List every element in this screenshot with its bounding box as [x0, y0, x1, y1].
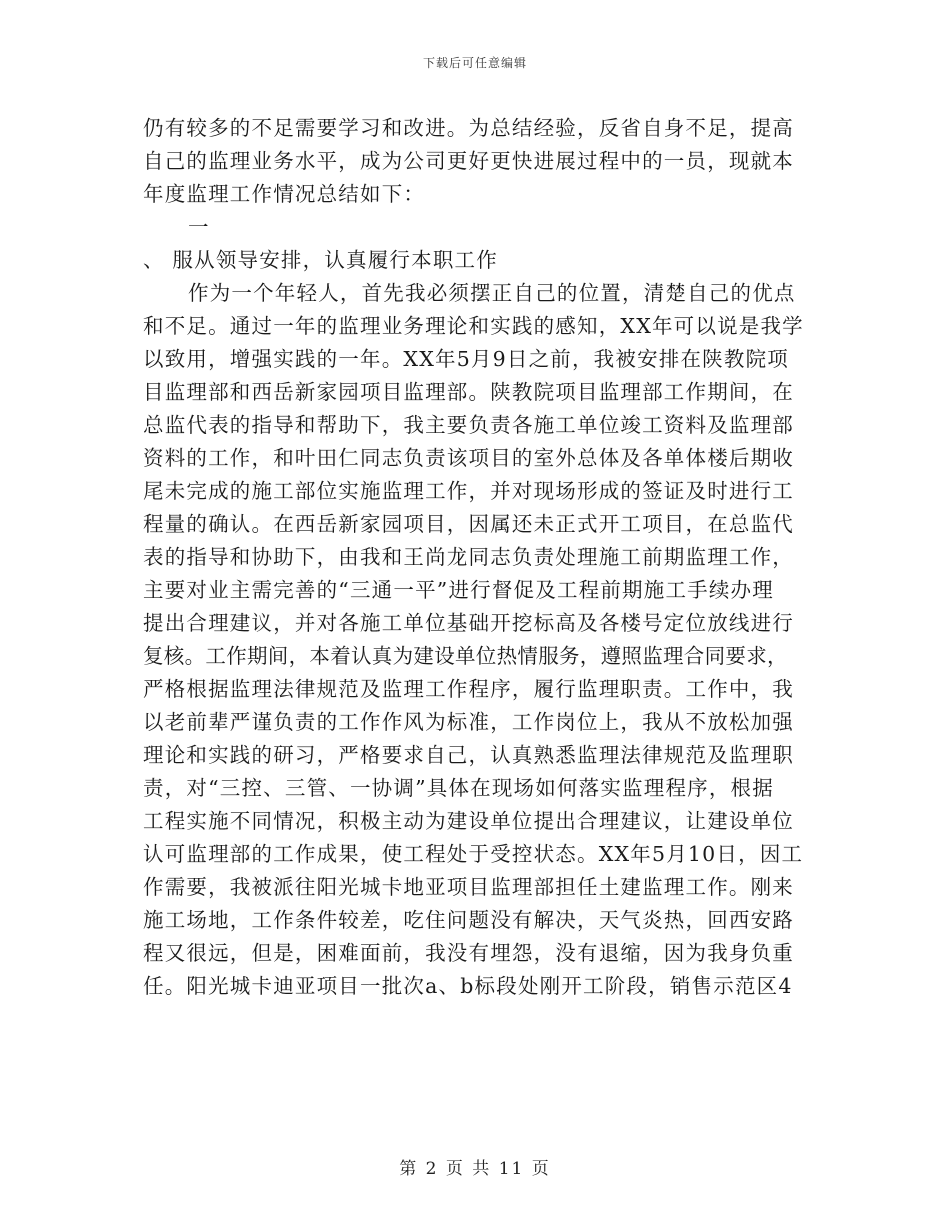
text-line: 任。阳光城卡迪亚项目一批次a、b标段处刚开工阶段，销售示范区4 [143, 974, 793, 998]
text-line: 严格根据监理法律规范及监理工作程序，履行监理职责。工作中，我 [143, 677, 794, 701]
text-line: 目监理部和西岳新家园项目监理部。陕教院项目监理部工作期间，在 [143, 380, 794, 404]
text-line: 自己的监理业务水平，成为公司更好更快进展过程中的一员，现就本 [143, 149, 794, 173]
text-line: 作为一个年轻人，首先我必须摆正自己的位置，清楚自己的优点 [188, 281, 796, 305]
text-line: 总监代表的指导和帮助下，我主要负责各施工单位竣工资料及监理部 [143, 413, 794, 437]
text-line: 和不足。通过一年的监理业务理论和实践的感知，XX年可以说是我学 [143, 314, 804, 338]
text-line: 工程实施不同情况，积极主动为建设单位提出合理建议，让建设单位 [143, 809, 794, 833]
page-header: 下载后可任意编辑 [422, 56, 527, 70]
text-line: 提出合理建议，并对各施工单位基础开挖标高及各楼号定位放线进行 [143, 611, 794, 635]
text-line: 责，对“三控、三管、一协调”具体在现场如何落实监理程序，根据 [143, 776, 774, 800]
section-number: 一 [188, 215, 210, 239]
text-line: 程量的确认。在西岳新家园项目，因属还未正式开工项目，在总监代 [143, 512, 794, 536]
text-line: 认可监理部的工作成果，使工程处于受控状态。XX年5月10日，因工 [143, 842, 804, 866]
page-number-footer: 第 2 页 共 11 页 [399, 1159, 551, 1179]
text-line: 程又很远，但是，困难面前，我没有埋怨，没有退缩，因为我身负重 [143, 941, 794, 965]
text-line: 以致用，增强实践的一年。XX年5月9日之前，我被安排在陕教院项 [143, 347, 789, 371]
text-line: 仍有较多的不足需要学习和改进。为总结经验，反省自身不足，提高 [143, 116, 794, 140]
text-line: 复核。工作期间，本着认真为建设单位热情服务，遵照监理合同要求， [143, 644, 788, 668]
text-line: 以老前辈严谨负责的工作作风为标准，工作岗位上，我从不放松加强 [143, 710, 794, 734]
document-body [143, 112, 808, 1003]
section-heading: 、 服从领导安排，认真履行本职工作 [143, 248, 498, 272]
text-line: 尾未完成的施工部位实施监理工作，并对现场形成的签证及时进行工 [143, 479, 794, 503]
text-line: 施工场地，工作条件较差，吃住问题没有解决，天气炎热，回西安路 [143, 908, 794, 932]
text-line: 主要对业主需完善的“三通一平”进行督促及工程前期施工手续办理 [143, 578, 774, 602]
text-line: 理论和实践的研习，严格要求自己，认真熟悉监理法律规范及监理职 [143, 743, 794, 767]
text-line: 表的指导和协助下，由我和王尚龙同志负责处理施工前期监理工作， [143, 545, 794, 569]
text-line: 年度监理工作情况总结如下： [143, 182, 426, 206]
text-line: 资料的工作，和叶田仁同志负责该项目的室外总体及各单体楼后期收 [143, 446, 794, 470]
text-line: 作需要，我被派往阳光城卡地亚项目监理部担任土建监理工作。刚来 [143, 875, 794, 899]
